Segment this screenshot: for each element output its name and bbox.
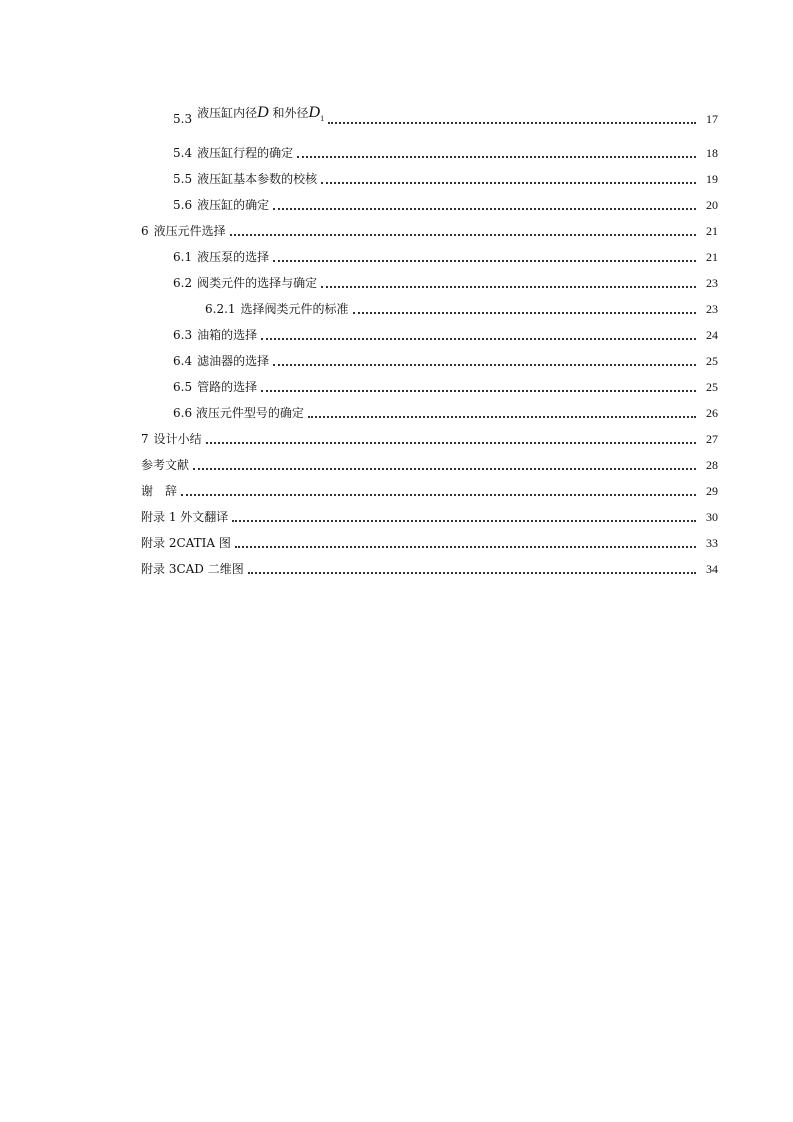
- toc-entry-title: 谢 辞: [141, 484, 178, 498]
- toc-entry-page: 20: [706, 198, 718, 212]
- dot-leader: [321, 285, 696, 288]
- toc-entry-title: 选择阀类元件的标准: [240, 302, 349, 316]
- toc-entry-title: 液压缸基本参数的校核: [197, 172, 318, 186]
- dot-leader: [232, 519, 696, 522]
- dot-leader: [297, 155, 696, 158]
- dot-leader: [248, 571, 696, 574]
- toc-entry-6-2[interactable]: [173, 267, 718, 291]
- toc-entry-title: 附录 2CATIA 图: [141, 536, 231, 550]
- toc-entry-title: 参考文献: [141, 458, 190, 472]
- toc-entry-number: 6.3: [173, 328, 193, 342]
- toc-entry-6-2-1[interactable]: [205, 293, 718, 317]
- toc-entry-title: 管路的选择: [197, 380, 258, 394]
- dot-leader: [321, 181, 696, 184]
- toc-entry-number: 6.2.1: [205, 302, 236, 316]
- toc-entry-page: 23: [706, 302, 718, 316]
- toc-entry-page: 28: [706, 458, 718, 472]
- toc-entry-5-4[interactable]: [173, 137, 718, 161]
- toc-entry-number: 5.3: [173, 112, 193, 126]
- toc-entry-number: 6.4: [173, 354, 193, 368]
- dot-leader: [261, 389, 696, 392]
- toc-entry-number: 6.1: [173, 250, 193, 264]
- toc-entry-references[interactable]: [141, 449, 718, 473]
- toc-entry-title: 设计小结: [153, 432, 202, 446]
- toc-entry-number: 6.2: [173, 276, 193, 290]
- dot-leader: [273, 363, 696, 366]
- toc-entry-page: 18: [706, 146, 718, 160]
- toc-entry-page: 24: [706, 328, 718, 342]
- toc-entry-number: 6: [141, 224, 149, 238]
- toc-entry-title: 滤油器的选择: [197, 354, 270, 368]
- toc-entry-title: 液压缸行程的确定: [197, 146, 294, 160]
- toc-entry-page: 26: [706, 406, 718, 420]
- toc-entry-title: 液压泵的选择: [197, 250, 270, 264]
- variable-d1: $D_1$: [308, 103, 325, 123]
- toc-entry-number: 5.6: [173, 198, 193, 212]
- toc-entry-page: 33: [706, 536, 718, 550]
- toc-entry-6[interactable]: [141, 215, 718, 239]
- toc-entry-6-3[interactable]: [173, 319, 718, 343]
- toc-entry-page: 30: [706, 510, 718, 524]
- dot-leader: [206, 441, 696, 444]
- dot-leader: [328, 121, 696, 124]
- toc-entry-page: 25: [706, 354, 718, 368]
- toc-entry-page: 17: [706, 112, 718, 126]
- toc-entry-title: 液压缸内径D 和外径$D_1$: [197, 103, 325, 123]
- toc-entry-6-5[interactable]: [173, 371, 718, 395]
- dot-leader: [230, 233, 696, 236]
- toc-entry-page: 21: [706, 224, 718, 238]
- toc-entry-title: 阀类元件的选择与确定: [197, 276, 318, 290]
- toc-entry-title: 6.6 液压元件型号的确定: [173, 406, 304, 420]
- dot-leader: [261, 337, 696, 340]
- toc-entry-page: 23: [706, 276, 718, 290]
- dot-leader: [181, 493, 696, 496]
- toc-entry-5-3[interactable]: [173, 103, 718, 127]
- dot-leader: [273, 259, 696, 262]
- toc-entry-title: 附录 1 外文翻译: [141, 510, 229, 524]
- toc-entry-title: 附录 3CAD 二维图: [141, 562, 244, 576]
- dot-leader: [235, 545, 696, 548]
- toc-entry-title: 液压缸的确定: [197, 198, 270, 212]
- toc-entry-number: 5.5: [173, 172, 193, 186]
- dot-leader: [353, 311, 696, 314]
- toc-entry-title: 油箱的选择: [197, 328, 258, 342]
- toc-entry-6-1[interactable]: [173, 241, 718, 265]
- toc-entry-page: 34: [706, 562, 718, 576]
- toc-entry-page: 19: [706, 172, 718, 186]
- toc-entry-number: 7: [141, 432, 149, 446]
- toc-entry-title: 液压元件选择: [153, 224, 226, 238]
- toc-entry-7[interactable]: [141, 423, 718, 447]
- toc-entry-page: 21: [706, 250, 718, 264]
- variable-d: D: [257, 103, 269, 121]
- toc-entry-appendix-1[interactable]: [141, 501, 718, 525]
- toc-entry-5-5[interactable]: [173, 163, 718, 187]
- toc-entry-6-4[interactable]: [173, 345, 718, 369]
- toc-entry-appendix-2[interactable]: [141, 527, 718, 551]
- dot-leader: [308, 415, 696, 418]
- toc-entry-page: 25: [706, 380, 718, 394]
- toc-entry-acknowledgements[interactable]: [141, 475, 718, 499]
- toc-entry-number: 6.5: [173, 380, 193, 394]
- toc-entry-number: 5.4: [173, 146, 193, 160]
- toc-entry-page: 27: [706, 432, 718, 446]
- toc-entry-appendix-3[interactable]: [141, 553, 718, 577]
- toc-entry-page: 29: [706, 484, 718, 498]
- dot-leader: [193, 467, 696, 470]
- dot-leader: [273, 207, 696, 210]
- toc-entry-5-6[interactable]: [173, 189, 718, 213]
- toc-entry-6-6[interactable]: [173, 397, 718, 421]
